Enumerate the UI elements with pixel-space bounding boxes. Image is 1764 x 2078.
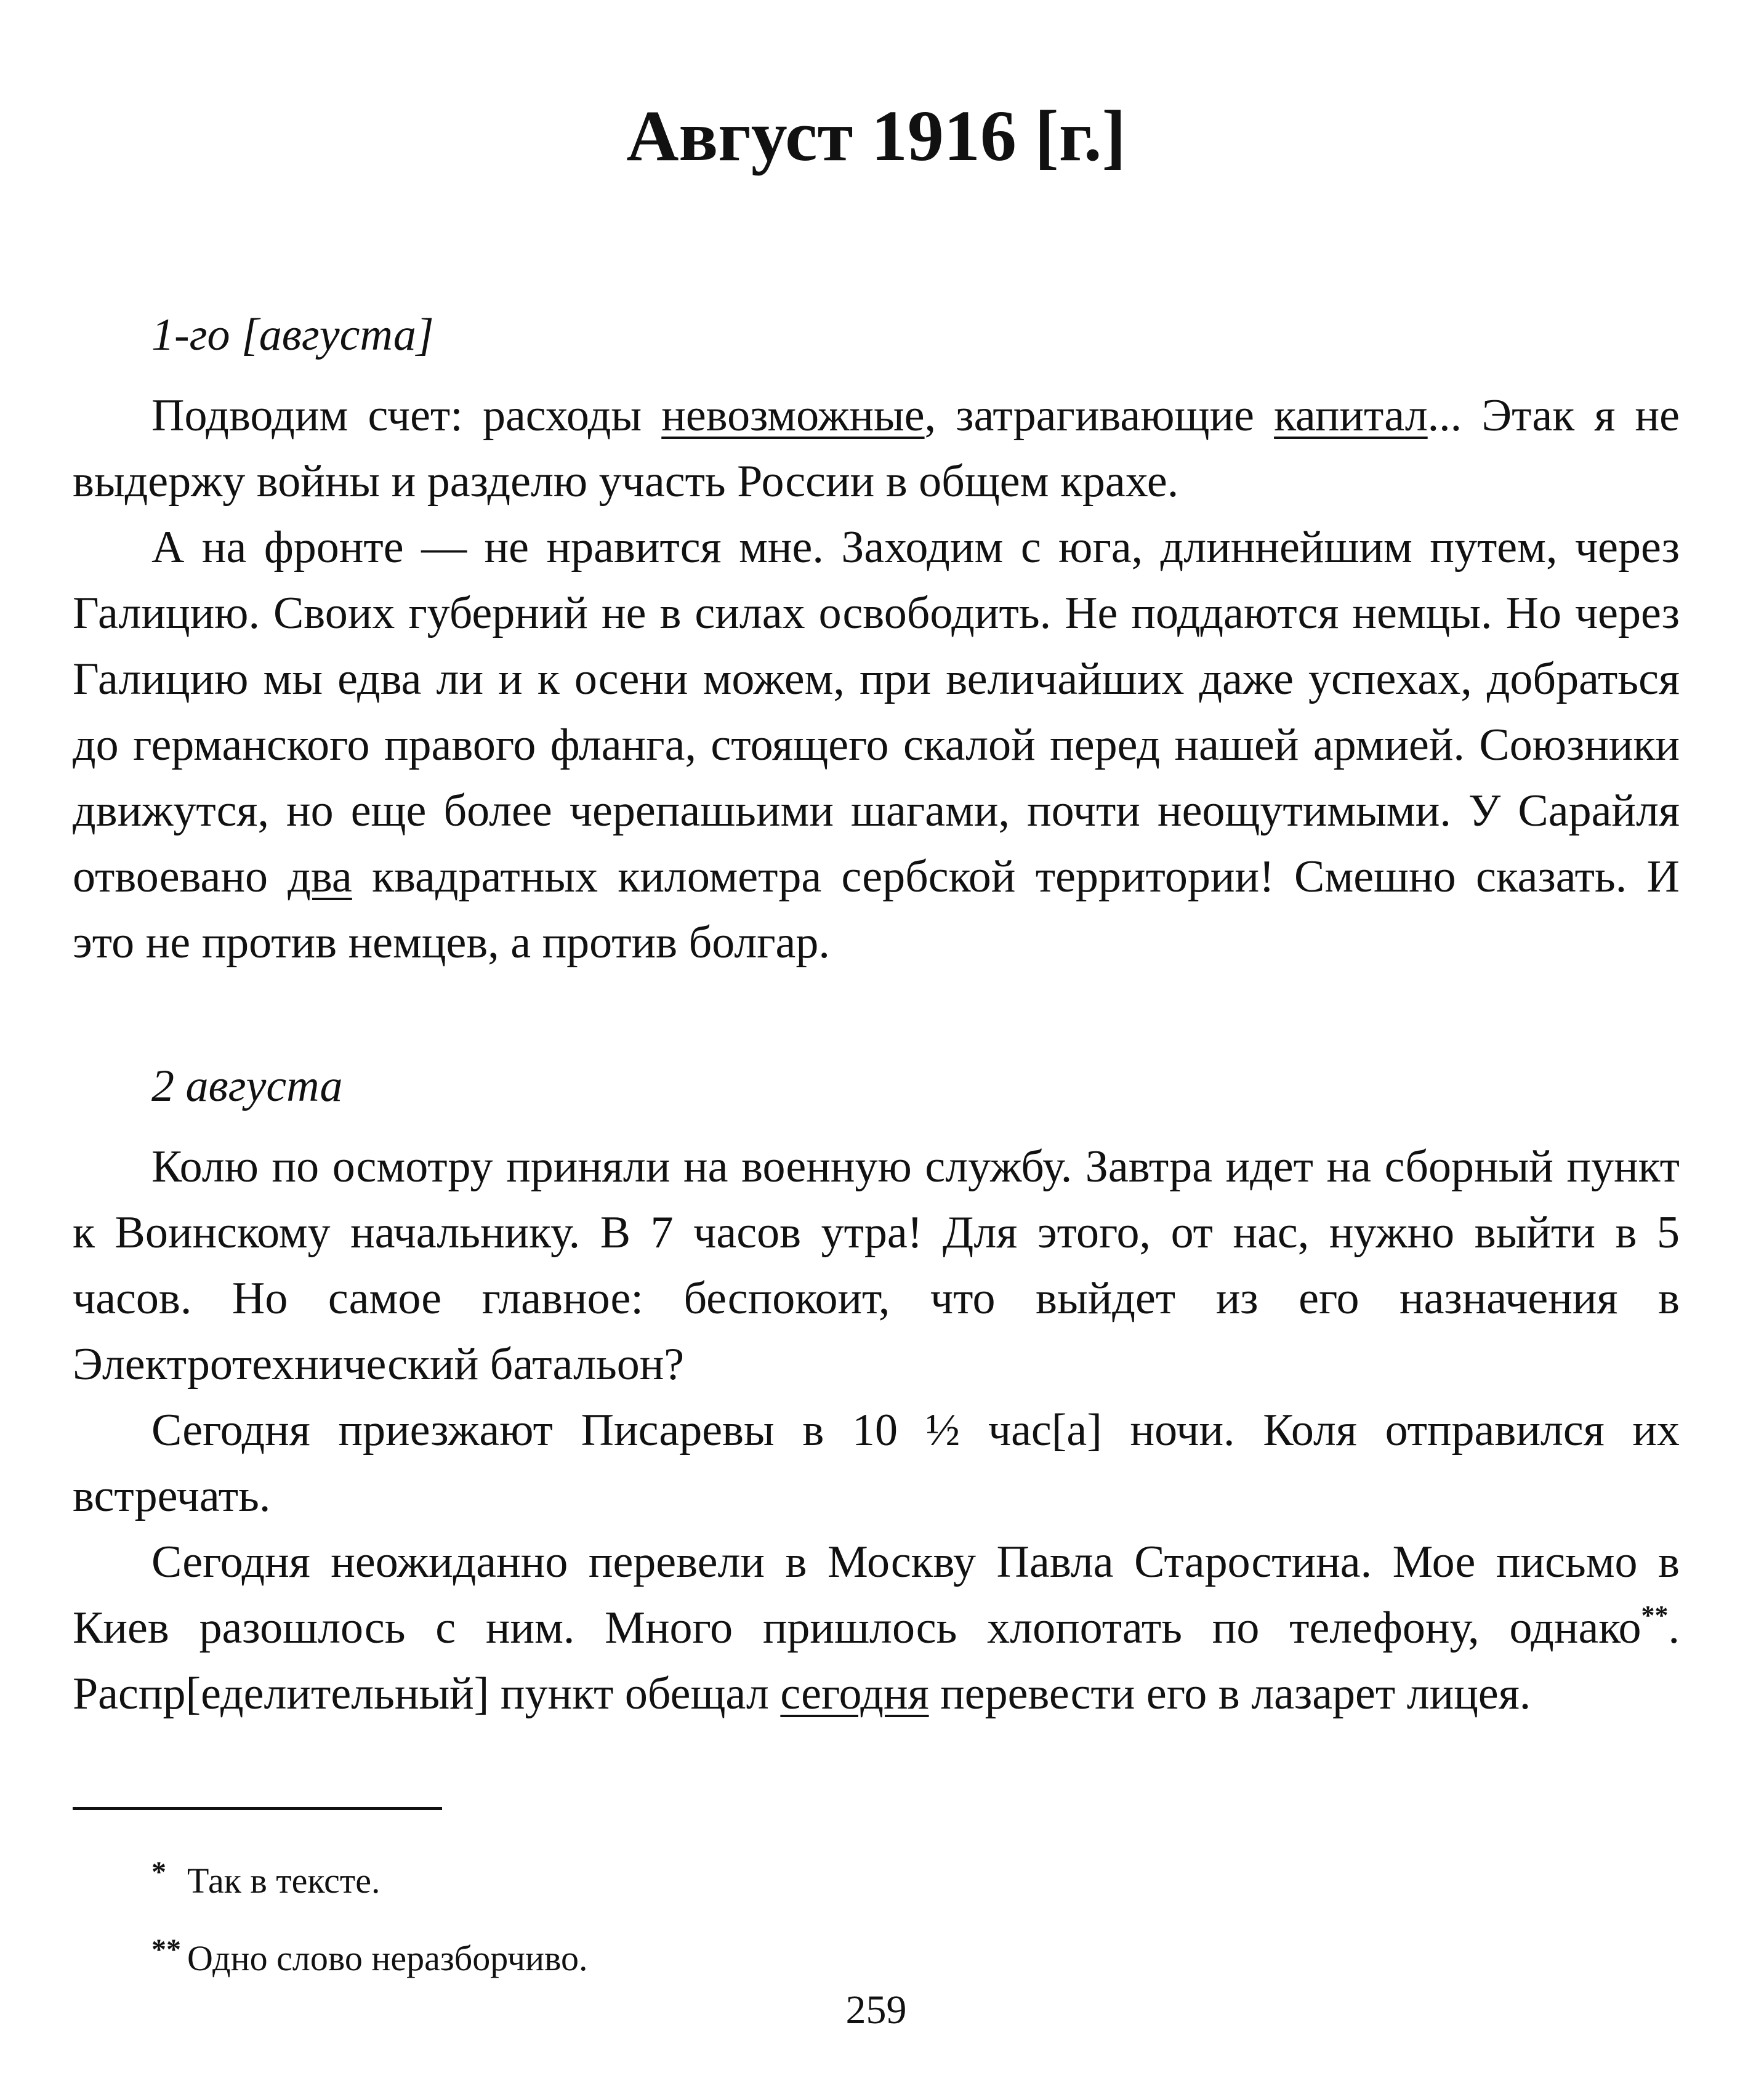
footnote-text: Одно слово неразборчиво. <box>187 1938 588 1978</box>
footnote-divider <box>73 1807 442 1810</box>
paragraph-text: перевести его в лазарет лицея. <box>928 1669 1531 1719</box>
underlined-word: сегодня <box>780 1669 929 1719</box>
footnote <box>151 1838 588 1915</box>
entry-date-august-2: 2 августа <box>151 1061 343 1111</box>
entry-date-august-1: 1-го [августа] <box>151 310 434 360</box>
paragraph-text: . Распр[еделительный] пункт обещал <box>73 1603 1680 1719</box>
paragraph <box>73 383 1680 515</box>
footnote-mark: ** <box>151 1933 181 1966</box>
paragraph <box>73 515 1680 976</box>
footnote-mark: * <box>151 1856 166 1888</box>
paragraph-text: ... Этак я не выдержу войны и разделю участь России в общем крахе. <box>73 390 1680 507</box>
footnote <box>151 1915 588 1993</box>
paragraph <box>73 1134 1680 1398</box>
paragraph-text: , затрагивающие <box>924 390 1275 441</box>
footnotes <box>151 1838 588 1993</box>
page-title: Август 1916 [г.] <box>626 95 1126 176</box>
footnote-text: Так в тексте. <box>187 1861 381 1901</box>
entry-body-august-2 <box>73 1134 1680 1727</box>
page-number: 259 <box>845 1987 907 2032</box>
footnote-reference: ** <box>1641 1600 1669 1630</box>
paragraph-text: Колю по осмотру приняли на военную службу. Завтра идет на сборный пункт к Воинскому начальнику. В 7 часов утра! Для этого, от нас, нужно выйти в 5 часов. Но самое главное: беспокоит, что выйдет из его назначения в Электротехнический батальон? <box>73 1142 1680 1390</box>
paragraph-text: квадратных километра сербской территории! Смешно сказать. И это не против немцев, а против болгар. <box>73 852 1680 968</box>
underlined-word: капитал <box>1274 390 1428 441</box>
paragraph <box>73 1529 1680 1727</box>
paragraph-text: А на фронте — не нравится мне. Заходим с юга, длиннейшим путем, через Галицию. Своих губерний не в силах освободить. Не поддаются немцы. Но через Галицию мы едва ли и к осени можем, при величайших даже успехах, добраться до германского правого фланга, стоящего скалой перед нашей армией. Союзники движутся, но еще более черепашьими шагами, почти неощутимыми. У Сарайля отвоевано <box>73 522 1680 902</box>
underlined-word: два <box>288 852 352 902</box>
paragraph-text: Подводим счет: расходы <box>151 390 662 441</box>
entry-body-august-1 <box>73 383 1680 976</box>
paragraph-text: Сегодня приезжают Писаревы в 10 ½ час[а] ночи. Коля отправился их встречать. <box>73 1405 1680 1521</box>
paragraph <box>73 1398 1680 1529</box>
paragraph-text: Сегодня неожиданно перевели в Москву Павла Старостина. Мое письмо в Киев разошлось с ним. Много пришлось хлопотать по телефону, однако <box>73 1537 1680 1653</box>
underlined-word: невозможные <box>661 390 925 441</box>
book-page <box>73 0 1680 2078</box>
